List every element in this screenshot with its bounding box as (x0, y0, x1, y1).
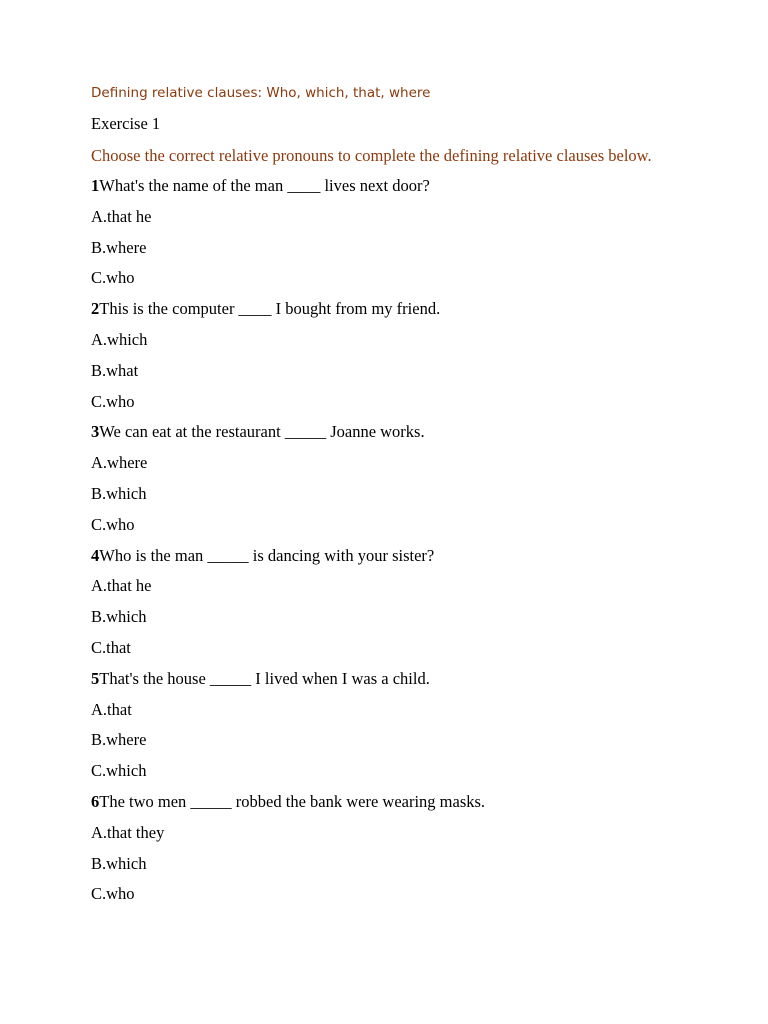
question-5-prompt (91, 669, 691, 689)
exercise-title: Exercise 1 (91, 114, 161, 133)
worksheet-heading: Defining relative clauses: Who, which, that, where (91, 85, 431, 101)
question-6-option-c: C.who (91, 884, 135, 904)
question-3-option-b: B.which (91, 483, 147, 503)
question-2-option-c: C.who (91, 391, 135, 411)
question-text: That's the house _____ I lived when I was a child. (99, 668, 430, 688)
question-3 (91, 422, 691, 534)
question-1-option-c: C.who (91, 268, 135, 288)
question-text: What's the name of the man ____ lives next door? (99, 176, 430, 195)
question-1-option-a: A.that he (91, 206, 152, 226)
question-6-prompt (91, 792, 691, 812)
question-5-option-a: A.that (91, 699, 132, 719)
question-number: 4 (91, 545, 100, 565)
question-1 (91, 176, 691, 288)
exercise-instruction: Choose the correct relative pronouns to complete the defining relative clauses below. (91, 146, 652, 165)
question-2-option-b: B.what (91, 360, 139, 380)
question-text: We can eat at the restaurant _____ Joanne works. (99, 422, 425, 442)
question-4-option-b: B.which (91, 607, 147, 627)
question-5-option-c: C.which (91, 761, 147, 781)
question-2-option-a: A.which (91, 329, 148, 349)
question-3-option-a: A.where (91, 453, 148, 473)
question-number: 2 (91, 299, 100, 319)
worksheet (91, 84, 691, 915)
question-6-option-b: B.which (91, 853, 147, 873)
question-1-prompt (91, 176, 691, 196)
question-text: This is the computer ____ I bought from my friend. (99, 299, 441, 319)
question-5-option-b: B.where (91, 730, 147, 750)
question-5 (91, 669, 691, 781)
question-text: The two men _____ robbed the bank were wearing masks. (99, 791, 486, 811)
question-6-option-a: A.that they (91, 822, 165, 842)
question-1-option-b: B.where (91, 237, 147, 257)
question-2 (91, 299, 691, 411)
question-number: 3 (91, 422, 100, 442)
question-number: 5 (91, 668, 100, 688)
question-2-prompt (91, 299, 691, 319)
question-4 (91, 546, 691, 658)
question-4-prompt (91, 546, 691, 566)
question-number: 6 (91, 791, 100, 811)
question-number: 1 (91, 176, 100, 195)
question-4-option-a: A.that he (91, 576, 152, 596)
question-3-prompt (91, 422, 691, 442)
question-4-option-c: C.that (91, 637, 131, 657)
question-text: Who is the man _____ is dancing with your sister? (99, 545, 435, 565)
question-3-option-c: C.who (91, 514, 135, 534)
question-6 (91, 792, 691, 904)
